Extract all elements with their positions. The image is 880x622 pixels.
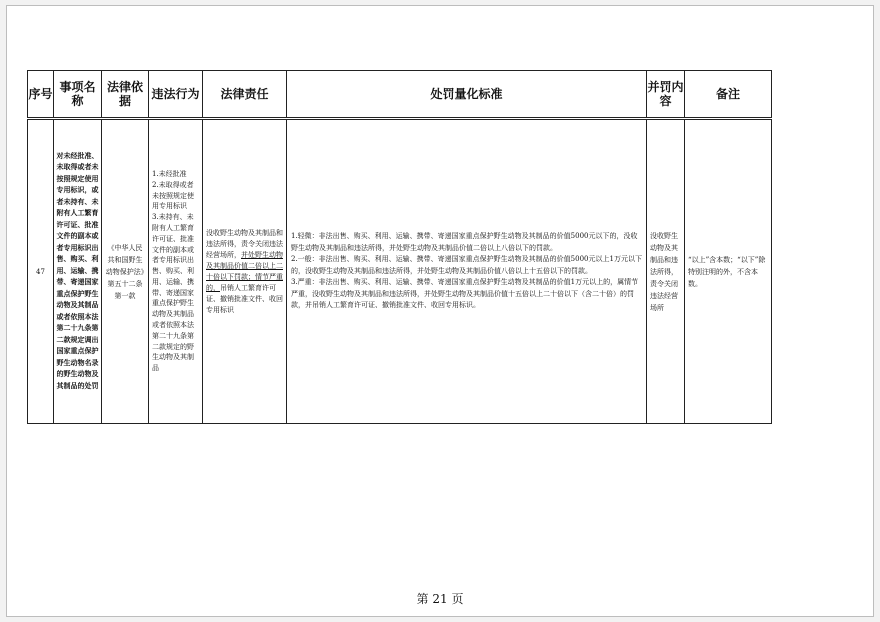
responsibility-text — [203, 228, 286, 316]
header-seq: 序号 — [28, 71, 54, 119]
combined-text: 没收野生动物及其制品和违法所得，责令关闭违法经营场所 — [650, 231, 678, 312]
header-combined: 并罚内容 — [647, 71, 685, 119]
cell-remarks — [685, 119, 772, 424]
header-quantification: 处罚量化标准 — [287, 71, 647, 119]
violation-text: 1.未经批准 2.未取得或者未按照规定使用专用标识 3.未持有、未附有人工繁育许可证、批准文件的副本或者专用标识出售、购买、利用、运输、携带、寄递国家重点保护野生动物及其制品或者依照本法第二十九条第二款规定的野生动物及其制品 — [152, 169, 194, 373]
remarks-text: “以上”含本数；“以下”除特别注明的外，不含本数。 — [688, 255, 766, 288]
cell-responsibility — [203, 119, 287, 424]
header-row — [28, 71, 772, 119]
header-violation: 违法行为 — [149, 71, 203, 119]
header-item-name: 事项名称 — [54, 71, 102, 119]
responsibility-part-3: 吊销人工繁育许可证、撤销批准文件、收回专用标识 — [206, 283, 283, 314]
item-name-text: 对未经批准、未取得或者未按照规定使用专用标识，或者未持有、未附有人工繁育许可证、批准文件的副本或者专用标识出售、购买、利用、运输、携带、寄递国家重点保护野生动物及其制品或者依照本法第二十九条第二款规定调出国家重点保护野生动物名录的野生动物及其制品的处罚 — [56, 151, 99, 390]
cell-legal-basis — [102, 119, 149, 424]
header-responsibility: 法律责任 — [203, 71, 287, 119]
header-remarks: 备注 — [685, 71, 772, 119]
page-number: 第 21 页 — [416, 592, 464, 606]
legal-basis-text: 《中华人民共和国野生动物保护法》第五十二条第一款 — [105, 243, 145, 300]
cell-quantification — [287, 119, 647, 424]
cell-violation — [149, 119, 203, 424]
responsibility-part-2-underlined: 并处野生动物及其制品价值二倍以上二十倍以下罚款；情节严重的， — [206, 250, 283, 292]
responsibility-part-1: 没收野生动物及其制品和违法所得，责令关闭违法经营场所， — [206, 228, 283, 259]
cell-item-name — [54, 119, 102, 424]
header-legal-basis: 法律依据 — [102, 71, 149, 119]
quantification-text: 1.轻微：非法出售、购买、利用、运输、携带、寄递国家重点保护野生动物及其制品的价值5000元以下的，没收野生动物及其制品和违法所得，并处野生动物及其制品价值二倍以上八倍以下的罚款。 2.一般：非法出售、购买、利用、运输、携带、寄递国家重点保护野生动物及其制品的价值5000元以上1万元以下的，没收野生动物及其制品和违法所得，并处野生动物及其制品价值八倍以上十五倍以下的罚款。 3.严重：非法出售、购买、利用、运输、携带、寄递国家重点保护野生动物及其制品的价值1万元以上的，属情节严重，没收野生动物及其制品和违法所得，并处野生动物及其制品价值十五倍以上二十倍以下（含二十倍）的罚款，并吊销人工繁育许可证、撤销批准文件、收回专用标识。 — [291, 231, 642, 310]
cell-combined — [647, 119, 685, 424]
document-page — [6, 5, 874, 617]
table-row — [28, 119, 772, 424]
seq-number: 47 — [36, 267, 45, 276]
cell-seq — [28, 119, 54, 424]
penalty-table — [27, 70, 772, 424]
